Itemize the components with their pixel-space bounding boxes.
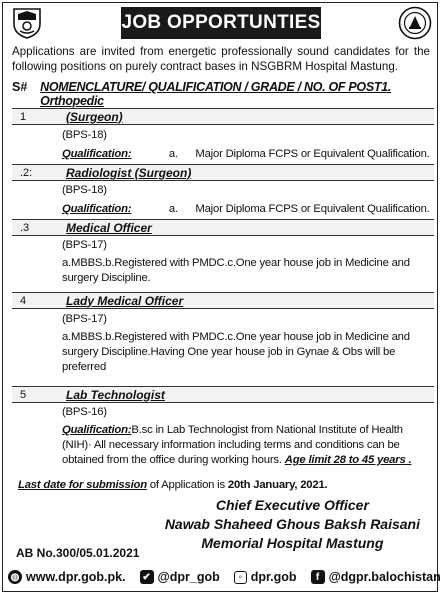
balochistan-emblem-logo xyxy=(10,6,44,40)
instagram-link[interactable]: ◦ dpr.gob xyxy=(234,570,297,584)
intro-paragraph: Applications are invited from energetic professionally sound candidates for the following positions on purely contract bases in NSGBRM Hospital Mastung. xyxy=(12,45,430,73)
signature-block xyxy=(165,496,420,553)
nomenclature-header: NOMENCLATURE/ QUALIFICATION / GRADE / NO. OF POST1. Orthopedic xyxy=(40,80,392,108)
post-sno: .3 xyxy=(20,221,30,234)
last-date-line: Last date for submission of Application is 20th January, 2021. xyxy=(18,479,328,491)
hospital-seal-logo xyxy=(398,6,432,40)
qualification-label: Qualification: xyxy=(62,424,132,436)
globe-icon: ◍ xyxy=(8,570,22,584)
post-grade: (BPS-18) xyxy=(62,129,107,141)
website-link[interactable]: ◍ www.dpr.gob.pk. xyxy=(8,570,126,584)
signature-location: Memorial Hospital Mastung xyxy=(201,535,384,551)
post-grade: (BPS-18) xyxy=(62,184,107,196)
post-description: a.MBBS.b.Registered with PMDC.c.One year house job in Medicine and surgery Discipline. xyxy=(62,257,410,284)
signature-title: Chief Executive Officer xyxy=(215,497,369,513)
facebook-link[interactable]: f @dgpr.balochistan xyxy=(311,570,441,584)
post-grade: (BPS-16) xyxy=(62,406,107,418)
post-row-4 xyxy=(12,292,434,309)
post-grade: (BPS-17) xyxy=(62,313,107,325)
age-limit: Age limit 28 to 45 years . xyxy=(284,454,412,466)
post-sno: 1 xyxy=(20,110,27,123)
post-row-5 xyxy=(12,386,434,403)
last-date-value: 20th January, 2021. xyxy=(227,479,328,491)
twitter-icon: ✔ xyxy=(140,570,154,584)
qualification-label: Qualification: xyxy=(62,203,132,215)
post-name: Medical Officer xyxy=(66,220,152,235)
post-grade: (BPS-17) xyxy=(62,239,107,251)
post-sno: 5 xyxy=(20,388,27,401)
post-qualification: Qualification: a. Major Diploma FCPS or Equivalent Qualification. xyxy=(62,203,430,215)
signature-institution: Nawab Shaheed Ghous Baksh Raisani xyxy=(164,516,420,532)
post-name: Radiologist (Surgeon) xyxy=(66,165,192,180)
post-description: a.MBBS.b.Registered with PMDC.c.One year house job in Medicine and surgery Discipline.Having One year house job in Gynae & Obs will be preferred xyxy=(62,331,410,373)
post-description: Qualification:B.sc in Lab Technologist from National Institute of Health (NIH)· All necessary information including terms and conditions can be obtained from the office during working hours. Age limit 28 to 45 years . xyxy=(62,424,412,466)
page-title: JOB OPPORTUNTIES xyxy=(121,7,321,39)
post-row-2 xyxy=(12,164,434,181)
post-row-3 xyxy=(12,219,434,236)
post-name: Lady Medical Officer xyxy=(66,293,184,308)
ab-number: AB No.300/05.01.2021 xyxy=(16,546,140,560)
facebook-icon: f xyxy=(311,570,325,584)
post-name: Lab Technologist xyxy=(66,387,165,402)
twitter-link[interactable]: ✔ @dpr_gob xyxy=(140,570,220,584)
footer-contacts xyxy=(8,566,441,588)
instagram-icon: ◦ xyxy=(234,571,247,584)
sno-header: S# xyxy=(12,80,28,94)
post-name: (Surgeon) xyxy=(66,109,123,124)
post-sno: .2: xyxy=(20,166,33,179)
qualification-label: Qualification: xyxy=(62,148,132,160)
post-row-1 xyxy=(12,108,434,125)
last-date-label: Last date for submission xyxy=(18,479,147,491)
post-qualification: Qualification: a. Major Diploma FCPS or Equivalent Qualification. xyxy=(62,148,430,160)
post-sno: 4 xyxy=(20,294,27,307)
table-header xyxy=(12,80,432,108)
